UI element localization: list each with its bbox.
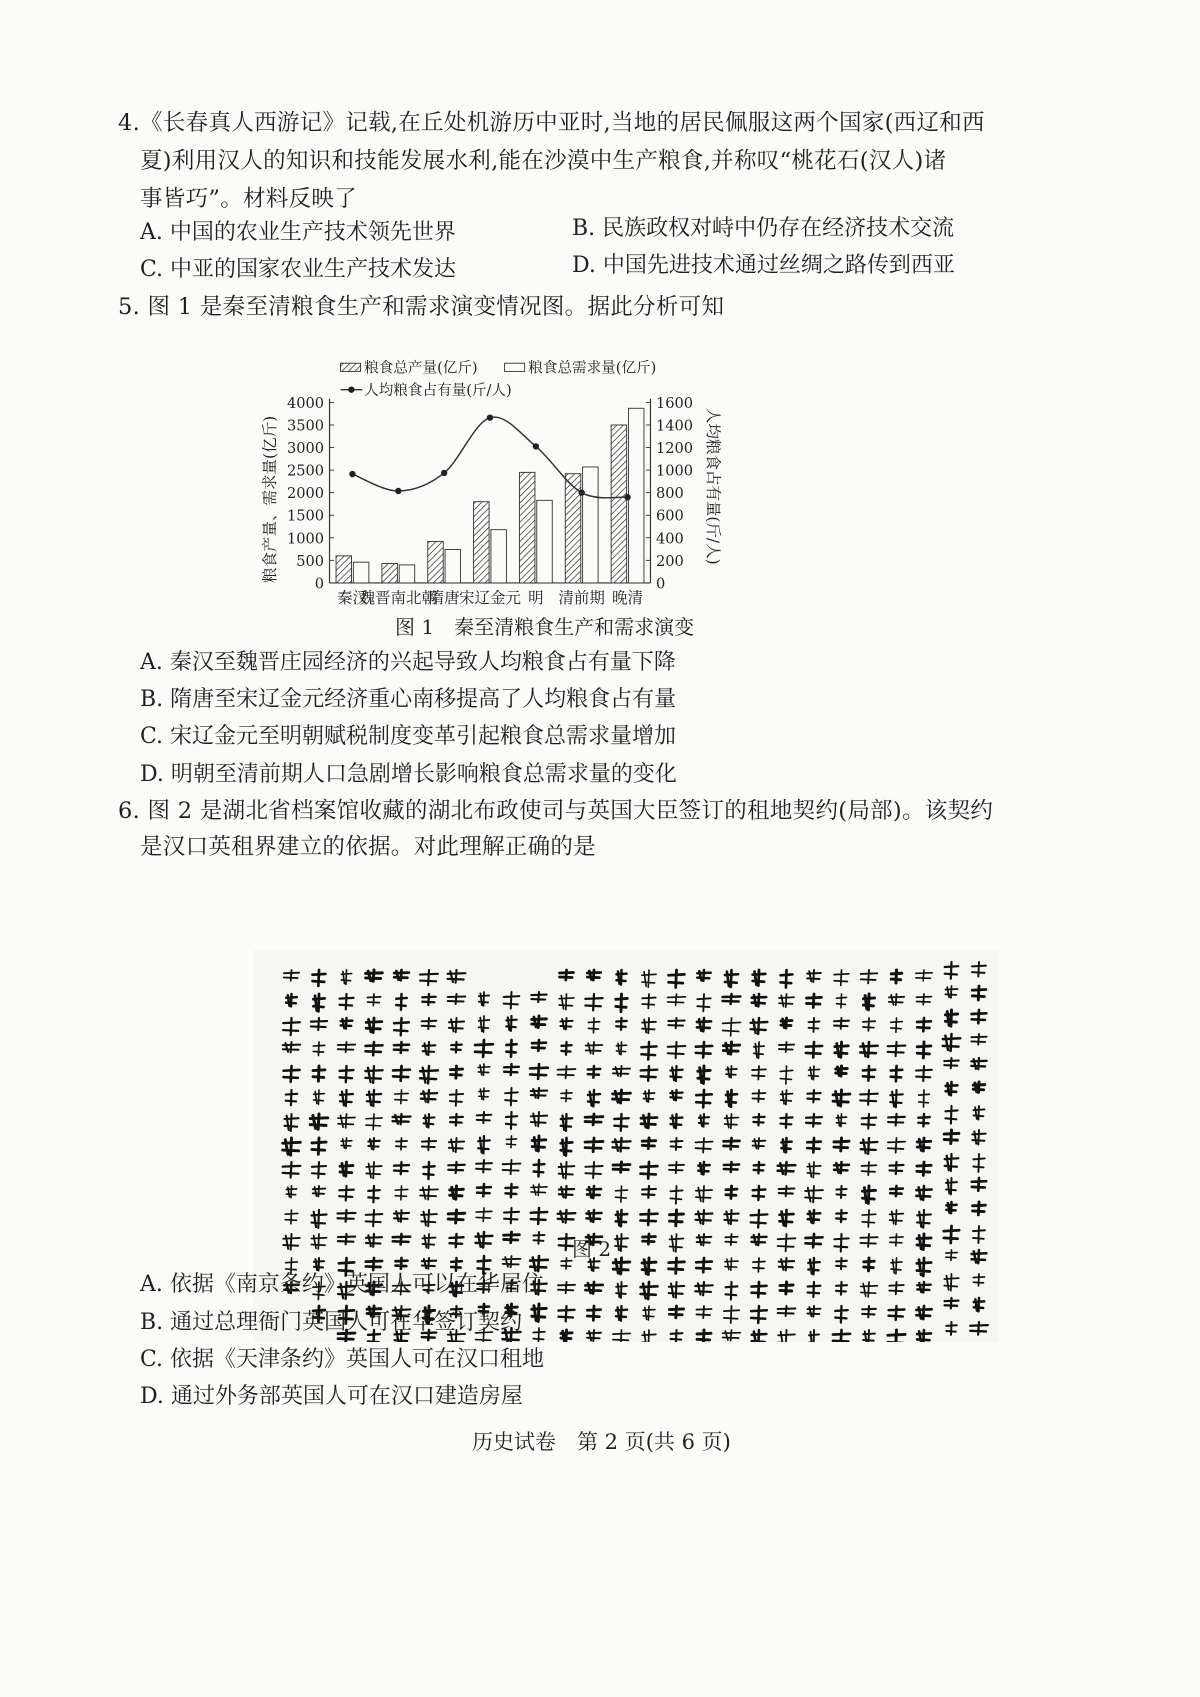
x-tick-label: 清前期 bbox=[558, 589, 605, 607]
x-tick-label: 秦汉 bbox=[336, 589, 368, 607]
q4-stem-line-2: 夏)利用汉人的知识和技能发展水利,能在沙漠中生产粮食,并称叹“桃花石(汉人)诸 bbox=[140, 148, 947, 174]
x-tick-label: 明 bbox=[528, 589, 544, 607]
q5-option-c: C. 宋辽金元至明朝赋税制度变革引起粮食总需求量增加 bbox=[140, 724, 677, 749]
right-tick-label: 0 bbox=[655, 575, 666, 593]
x-tick-label: 隋唐 bbox=[428, 589, 460, 607]
bar-demand bbox=[628, 408, 644, 583]
q5-option-b: B. 隋唐至宋辽金元经济重心南移提高了人均粮食占有量 bbox=[140, 687, 677, 712]
per-capita-point bbox=[533, 443, 539, 449]
bar-demand bbox=[537, 500, 553, 583]
per-capita-point bbox=[624, 494, 630, 500]
bar-production bbox=[519, 472, 535, 583]
q4-option-d: D. 中国先进技术通过丝绸之路传到西亚 bbox=[572, 253, 955, 278]
legend-swatch-demand bbox=[505, 363, 525, 371]
q5-option-a: A. 秦汉至魏晋庄园经济的兴起导致人均粮食占有量下降 bbox=[140, 650, 676, 675]
right-tick-label: 1600 bbox=[655, 394, 694, 412]
bar-demand bbox=[353, 562, 369, 583]
q6-stem-line-1: 6. 图 2 是湖北省档案馆收藏的湖北布政使司与英国大臣签订的租地契约(局部)。该契约 bbox=[118, 798, 994, 824]
left-tick-label: 4000 bbox=[286, 394, 325, 412]
right-tick-label: 600 bbox=[655, 507, 684, 525]
q5-option-d: D. 明朝至清前期人口急剧增长影响粮食总需求量的变化 bbox=[140, 762, 677, 787]
page-footer: 历史试卷 第 2 页(共 6 页) bbox=[472, 1430, 731, 1454]
left-tick-label: 0 bbox=[314, 575, 325, 593]
bar-production bbox=[382, 564, 398, 583]
per-capita-point bbox=[579, 489, 585, 495]
per-capita-point bbox=[395, 488, 401, 494]
bar-production bbox=[336, 556, 352, 583]
left-tick-label: 1000 bbox=[286, 530, 325, 548]
bar-demand bbox=[491, 530, 507, 583]
right-tick-label: 1000 bbox=[655, 462, 694, 480]
right-tick-label: 800 bbox=[655, 485, 684, 503]
figure-1-caption: 图 1 秦至清粮食生产和需求演变 bbox=[395, 615, 695, 639]
left-tick-label: 1500 bbox=[286, 507, 325, 525]
q6-option-c: C. 依据《天津条约》英国人可在汉口租地 bbox=[140, 1347, 545, 1372]
x-tick-label: 魏晋南北朝 bbox=[359, 589, 438, 607]
x-tick-label: 晚清 bbox=[612, 589, 644, 607]
right-tick-label: 200 bbox=[655, 552, 684, 570]
bar-production bbox=[474, 502, 489, 583]
q4-option-c: C. 中亚的国家农业生产技术发达 bbox=[140, 257, 457, 282]
bar-demand bbox=[399, 565, 415, 583]
q6-option-a: A. 依据《南京条约》英国人可以在华居住 bbox=[140, 1272, 544, 1297]
left-tick-label: 3500 bbox=[286, 417, 325, 435]
bar-production bbox=[428, 541, 444, 583]
left-tick-label: 2500 bbox=[286, 462, 325, 480]
left-tick-label: 500 bbox=[296, 552, 325, 570]
left-tick-label: 3000 bbox=[286, 440, 325, 458]
right-tick-label: 400 bbox=[655, 530, 684, 548]
q4-option-b: B. 民族政权对峙中仍存在经济技术交流 bbox=[572, 216, 955, 241]
right-axis-title: 人均粮食占有量(斤/人) bbox=[703, 407, 722, 565]
q6-option-b: B. 通过总理衙门英国人可在华签订契约 bbox=[140, 1310, 523, 1335]
bar-demand bbox=[583, 467, 599, 583]
legend-label-demand: 粮食总需求量(亿斤) bbox=[528, 359, 657, 377]
q5-stem: 5. 图 1 是秦至清粮食生产和需求演变情况图。据此分析可知 bbox=[118, 294, 725, 320]
right-tick-label: 1200 bbox=[655, 440, 694, 458]
q6-option-d: D. 通过外务部英国人可在汉口建造房屋 bbox=[140, 1384, 523, 1409]
per-capita-point bbox=[349, 471, 355, 477]
legend-label-per-capita: 人均粮食占有量(斤/人) bbox=[364, 382, 512, 400]
x-tick-label: 宋辽金元 bbox=[458, 589, 522, 607]
q4-option-a: A. 中国的农业生产技术领先世界 bbox=[140, 220, 456, 245]
per-capita-point bbox=[441, 470, 447, 476]
bar-demand bbox=[445, 550, 461, 583]
per-capita-point bbox=[487, 414, 493, 420]
right-tick-label: 1400 bbox=[655, 417, 694, 435]
legend-label-production: 粮食总产量(亿斤) bbox=[364, 359, 478, 377]
left-tick-label: 2000 bbox=[286, 485, 325, 503]
left-axis-title: 粮食产量、需求量(亿斤) bbox=[260, 415, 279, 583]
figure-2-caption: 图 2 bbox=[572, 1237, 612, 1261]
chart-legend bbox=[340, 359, 656, 399]
q4-stem-line-1: 4.《长春真人西游记》记载,在丘处机游历中亚时,当地的居民佩服这两个国家(西辽和西 bbox=[118, 110, 985, 136]
q6-stem-line-2: 是汉口英租界建立的依据。对此理解正确的是 bbox=[140, 834, 597, 860]
bar-production bbox=[611, 425, 627, 583]
q4-stem-line-3: 事皆巧”。材料反映了 bbox=[140, 186, 358, 212]
legend-swatch-production bbox=[340, 363, 360, 371]
legend-swatch-per-capita-dot bbox=[348, 386, 354, 392]
